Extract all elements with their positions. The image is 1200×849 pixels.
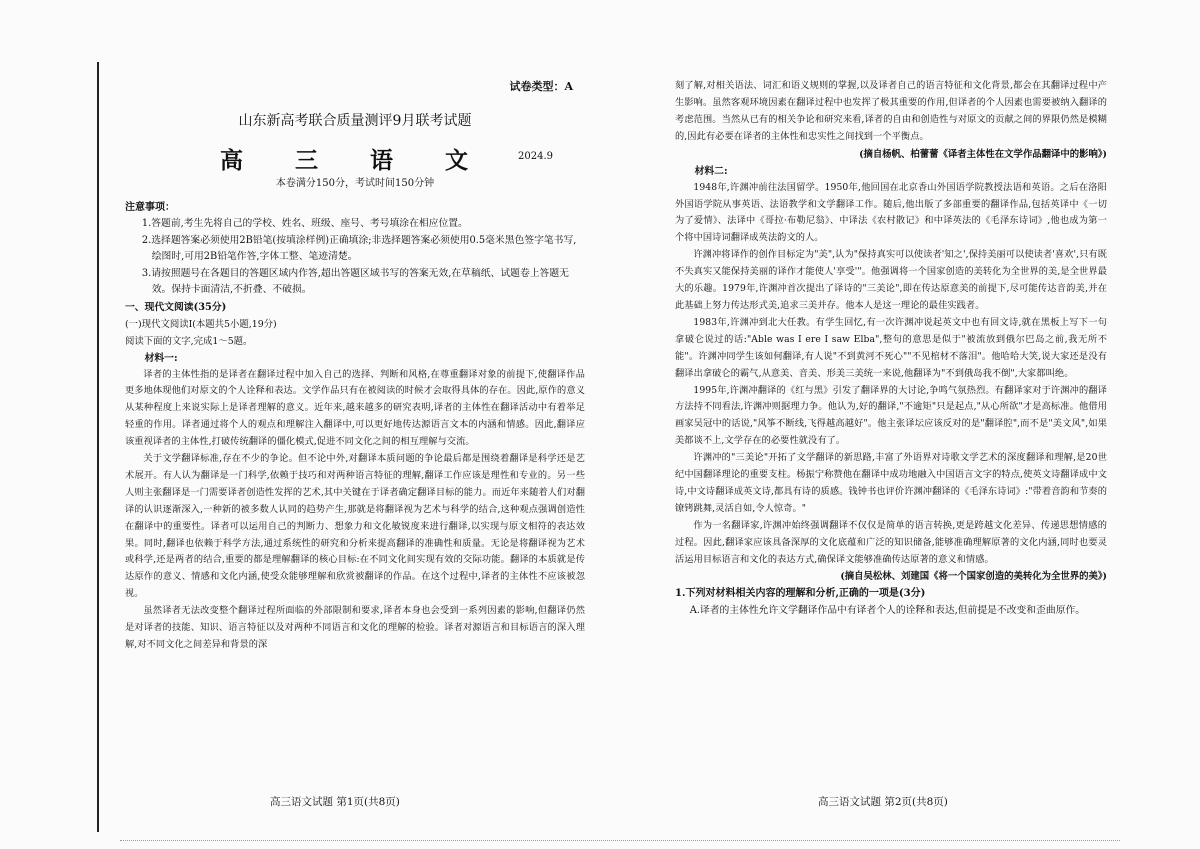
paragraph: 许渊冲的"三美论"开拓了文学翻译的新思路,丰富了外语界对诗歌文学艺术的深度翻译和理解,是20世纪中国翻译理论的重要支柱。杨振宁称赞他在翻译中成功地融入中国语言文字的特点,使英文诗翻译成中文诗,中文诗翻译成英文诗,都具有诗的质感。钱钟书也评价许渊冲翻译的《毛泽东诗词》:"带着音韵和节奏的镣铐跳舞,灵活自如,令人惊奇。" [675,452,1107,514]
paragraph: 译者的主体性指的是译者在翻译过程中加入自己的选择、判断和风格,在尊重翻译对象的前提下,使翻译作品更多地体现他们对原文的个人诠释和表达。文学作品只有在被阅读的时候才会取得具体的存在。因此,原作的意义从某种程度上来说实际上是译者理解的意义。近年来,越来越多的研究表明,译者的主体性在翻译活动中有着举足轻重的作用。译者通过将个人的观点和理解注入翻译中,可以更好地传达源语言文本的内涵和情感。因此,翻译应该重视译者的主体性,打破传统翻译的僵化模式,促进不同文化之间的相互理解与交流。 [125,368,585,448]
paragraph: 虽然译者无法改变整个翻译过程所面临的外部限制和要求,译者本身也会受到一系列因素的影响,但翻译仍然是对译者的技能、知识、语言特征以及对两种不同语言和文化的理解的检验。译者对源语言和目标语言的深入理解,对不同文化之间差异和背景的深 [125,605,585,650]
page-one [125,78,585,654]
page-two [675,78,1107,619]
notice-item: 3.请按照题号在各题目的答题区域内作答,超出答题区域书写的答案无效,在草稿纸、试题卷上答题无效。保持卡面清洁,不折叠、不破损。 [141,267,569,295]
notice-item: 2.选择题答案必须使用2B铅笔(按填涂样例)正确填涂;非选择题答案必须使用0.5毫米黑色签字笔书写,绘图时,可用2B铅笔作答,字体工整、笔迹清楚。 [141,234,577,262]
exam-date: 2024.9 [518,151,553,162]
paragraph: 刻了解,对相关语法、词汇和语义规则的掌握,以及译者自己的语言特征和文化背景,都会在其翻译过程中产生影响。虽然客观环境因素在翻译过程中也发挥了极其重要的作用,但译者的个人因素也需要被纳入翻译的考虑范围。当然从已有的相关争论和研究来看,译者的自由和创造性与对原文的贡献之间的界限仍然是模糊的,因此有必要在译者的主体性和忠实性之间找到一个平衡点。 [675,80,1107,142]
margin-rule [97,62,99,832]
source-citation: (摘自杨帆、柏蕾蕾《译者主体性在文学作品翻译中的影响》) [859,148,1107,160]
paragraph: 1948年,许渊冲前往法国留学。1950年,他回国在北京香山外国语学院教授法语和英语。之后在洛阳外国语学院从事英语、法语教学和文学翻译工作。随后,他出版了多部重要的翻译作品,包括英译中《一切为了爱情》、法译中《哥拉·布勒尼翁》、中译法《农村散记》和中译英法的《毛泽东诗词》,他也成为第一个将中国诗词翻译成英法韵文的人。 [675,181,1107,244]
subsection-heading: (一)现代文阅读Ⅰ(本题共5小题,19分) [125,318,277,330]
page-footer: 高三语文试题 第1页(共8页) [270,796,400,808]
section-heading: 一、现代文阅读(35分) [125,301,227,313]
exam-title: 山东新高考联合质量测评9月联考试题 [238,113,472,129]
score-info: 本卷满分150分，考试时间150分钟 [275,178,435,189]
paragraph: 1983年,许渊冲到北大任教。有学生回忆,有一次许渊冲说起英文中也有回文诗,就在黑板上写下一句拿破仑说过的话:"Able was I ere I saw Elba",整句的意思是似于"被流放到俄尔巴岛之前,我无所不能"。许渊冲同学生该如何翻译,有人说"不到黄河不死心""不见棺材不落泪"。他哈哈大笑,说大家还是没有翻译出拿破仑的霸气,从意美、音美、形美三美统一来说,他翻译为"不到俄岛我不倒",大家都叫绝。 [675,316,1107,379]
notice-block [125,199,585,299]
material-one-title: 材料一: [144,352,178,364]
subject-title: 高 三 语 文 [219,147,491,174]
paragraph: 许渊冲将译作的创作目标定为"美",认为"保持真实可以使读者'知之',保持美丽可以使读者'喜欢',只有既不失真实又能保持美丽的译作才能使人'享受'"。他强调将一个国家创造的美转化为全世界的美,是全世界最大的乐趣。1979年,许渊冲首次提出了译诗的"三美论",即在传达原意美的前提下,尽可能传达音韵美,并在此基础上努力传达形式美,追求三美并存。他本人是这一理论的最佳实践者。 [675,249,1107,311]
answer-option-a: A.译者的主体性允许文学翻译作品中有译者个人的诠释和表达,但前提是不改变和歪曲原作。 [689,605,1086,617]
paragraph: 关于文学翻译标准,存在不少的争论。但不论中外,对翻译本质问题的争论最后都是围绕着翻译是科学还是艺术展开。有人认为翻译是一门科学,依赖于技巧和对两种语言特征的理解,翻译工作应该是理性和专业的。另一些人则主张翻译是一门需要译者创造性发挥的艺术,其中关键在于译者确定翻译目标的能力。而近年来随着人们对翻译的认识逐渐深入,一种新的被多数人认同的趋势产生,那就是将翻译视为艺术与科学的结合,这种观点强调创造性在翻译中的重要性。译者可以运用自己的判断力、想象力和文化敏锐度来进行翻译,以实现与原文相符的表达效果。同时,翻译也依赖于科学方法,通过系统性的研究和分析来提高翻译的准确性和质量。无论是将翻译视为艺术或科学,还是两者的结合,重要的都是理解翻译的核心目标:在不同文化间实现有效的交际功能。翻译的本质就是传达原作的意义、情感和文化内涵,使受众能够理解和欣赏被翻译的作品。在这个过程中,译者的主体性不应该被忽视。 [125,453,585,600]
source-citation: (摘自吴松林、刘建国《将一个国家创造的美转化为全世界的美》) [840,571,1107,583]
paragraph: 1995年,许渊冲翻译的《红与黑》引发了翻译界的大讨论,争鸣气氛热烈。有翻译家对于许渊冲的翻译方法持不同看法,许渊冲则据理力争。他认为,好的翻译,"不逾矩"只是起点,"从心所欲"才是高标准。他借用画家吴冠中的话说,"风筝不断线,飞得越高越好"。他主张译坛应该反对的是"翻译腔",而不是"美文风",如果美都谈不上,文学存在的必要性就没有了。 [675,384,1107,447]
notice-item: 1.答题前,考生先将自己的学校、姓名、班级、座号、考号填涂在相应位置。 [141,218,468,229]
subject-row [125,142,585,172]
page-footer: 高三语文试题 第2页(共8页) [818,796,948,808]
paragraph: 作为一名翻译家,许渊冲始终强调翻译不仅仅是简单的语言转换,更是跨越文化差异、传递思想情感的过程。因此,翻译家应该具备深厚的文化底蕴和广泛的知识储备,能够准确理解原著的文化内涵,同时也要灵活运用目标语言和文化的表达方式,确保译文能够准确传达原著的意义和情感。 [675,519,1107,565]
question-stem: 1.下列对材料相关内容的理解和分析,正确的一项是(3分) [675,588,926,600]
bottom-edge-dots [120,840,1120,842]
reading-instruction: 阅读下面的文字,完成1～5题。 [125,335,253,347]
notice-heading: 注意事项： [125,202,175,213]
material-two-title: 材料二: [694,165,728,177]
paper-type: 试卷类型：A [509,80,573,93]
